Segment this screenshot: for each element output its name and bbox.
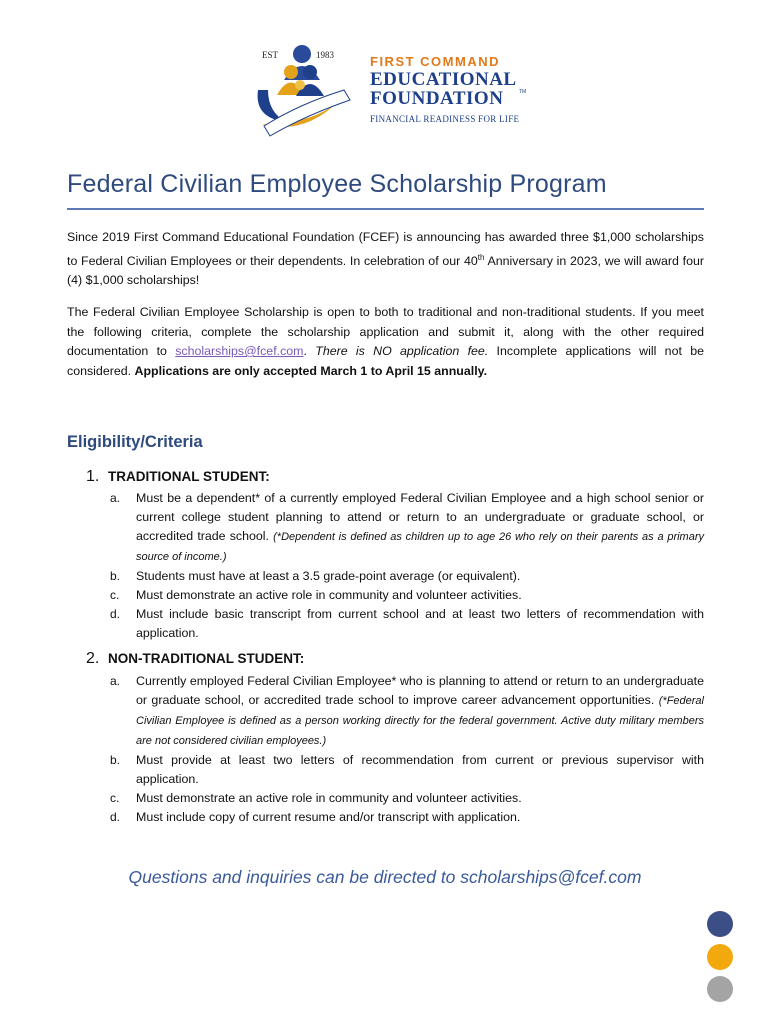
eligibility-paragraph — [67, 303, 704, 381]
list-item — [110, 672, 704, 751]
intro-text-part: Anniversary in 2023, we will award four (4) $1,000 scholarships! — [67, 253, 704, 288]
intro-text-part: Since 2019 First Command Educational Foundation (FCEF) is announcing has awarded three $1,000 scholarships to Federal Civilian Employees or their dependents. In celebration of our 40 — [67, 230, 704, 268]
item-marker: a. — [110, 674, 121, 688]
page-title: Federal Civilian Employee Scholarship Program — [67, 170, 607, 198]
list-item — [110, 586, 704, 605]
eligibility-text-part: The Federal Civilian Employee Scholarship is open to both to traditional and non-traditional students. If you meet the following criteria, complete the scholarship application and submit it, along with the other required documentation to — [67, 305, 704, 358]
item-text: Must demonstrate an active role in community and volunteer activities. — [136, 791, 522, 805]
traditional-student-heading — [86, 468, 270, 486]
non-traditional-student-heading — [86, 650, 304, 668]
eligibility-text-part: . — [303, 344, 316, 358]
section-title: TRADITIONAL STUDENT: — [108, 469, 270, 484]
item-text: Must include copy of current resume and/or transcript with application. — [136, 810, 521, 824]
item-text: Currently employed Federal Civilian Employee* who is planning to attend or return to an undergraduate or graduate school, or accredited trade school to improve career advancement opportunities. — [136, 674, 704, 707]
item-note: (*Federal Civilian Employee is defined as a person working directly for the federal government. Active duty military members are not considered civilian employees.) — [136, 695, 704, 747]
list-item — [110, 489, 704, 567]
navy-dot-icon — [707, 911, 733, 937]
fcef-logo — [244, 40, 544, 140]
item-marker: d. — [110, 607, 121, 621]
list-item — [110, 567, 704, 586]
list-item — [110, 789, 704, 808]
eligibility-heading: Eligibility/Criteria — [67, 433, 203, 451]
deadline-note: Applications are only accepted March 1 to April 15 annually. — [134, 363, 488, 378]
no-fee-note: There is NO application fee. — [315, 344, 489, 358]
logo-first-command: FIRST COMMAND — [370, 54, 500, 69]
list-item — [110, 808, 704, 827]
gold-dot-icon — [707, 944, 733, 970]
section-title: NON-TRADITIONAL STUDENT: — [108, 651, 305, 666]
item-marker: a. — [110, 491, 121, 505]
item-marker: c. — [110, 791, 120, 805]
intro-superscript: th — [477, 252, 485, 262]
gray-dot-icon — [707, 976, 733, 1002]
title-underline — [67, 208, 704, 210]
item-text: Must demonstrate an active role in community and volunteer activities. — [136, 588, 522, 602]
contact-footer: Questions and inquiries can be directed to scholarships@fcef.com — [128, 867, 642, 887]
item-text: Must provide at least two letters of recommendation from current or previous supervisor with application. — [136, 753, 704, 786]
logo-trademark: TM — [519, 89, 527, 95]
logo-foundation: FOUNDATION — [370, 88, 504, 109]
logo-educational: EDUCATIONAL — [370, 69, 517, 90]
item-marker: b. — [110, 753, 121, 767]
item-note: (*Dependent is defined as children up to age 26 who rely on their parents as a primary source of income.) — [136, 531, 705, 563]
intro-paragraph — [67, 228, 704, 291]
list-item — [110, 751, 704, 789]
logo-est-label: EST — [262, 50, 279, 60]
list-item — [110, 605, 704, 643]
item-marker: c. — [110, 588, 120, 602]
scholarship-email-link[interactable]: scholarships@fcef.com — [175, 344, 304, 358]
item-marker: b. — [110, 569, 121, 583]
section-number: 2. — [86, 650, 100, 667]
logo-year-label: 1983 — [316, 50, 334, 60]
section-number: 1. — [86, 468, 100, 485]
item-text: Must include basic transcript from current school and at least two letters of recommendation with application. — [136, 607, 704, 640]
item-marker: d. — [110, 810, 121, 824]
eligibility-text-part: Incomplete applications will not be considered. — [67, 344, 704, 378]
item-text: Students must have at least a 3.5 grade-point average (or equivalent). — [136, 569, 521, 583]
non-traditional-criteria-list — [110, 672, 704, 827]
logo-tagline: FINANCIAL READINESS FOR LIFE — [370, 114, 520, 124]
item-text: Must be a dependent* of a currently employed Federal Civilian Employee and a high school senior or current college student planning to attend or return to an undergraduate or graduate school, or accredited trade school. — [136, 491, 704, 543]
traditional-criteria-list — [110, 489, 704, 643]
